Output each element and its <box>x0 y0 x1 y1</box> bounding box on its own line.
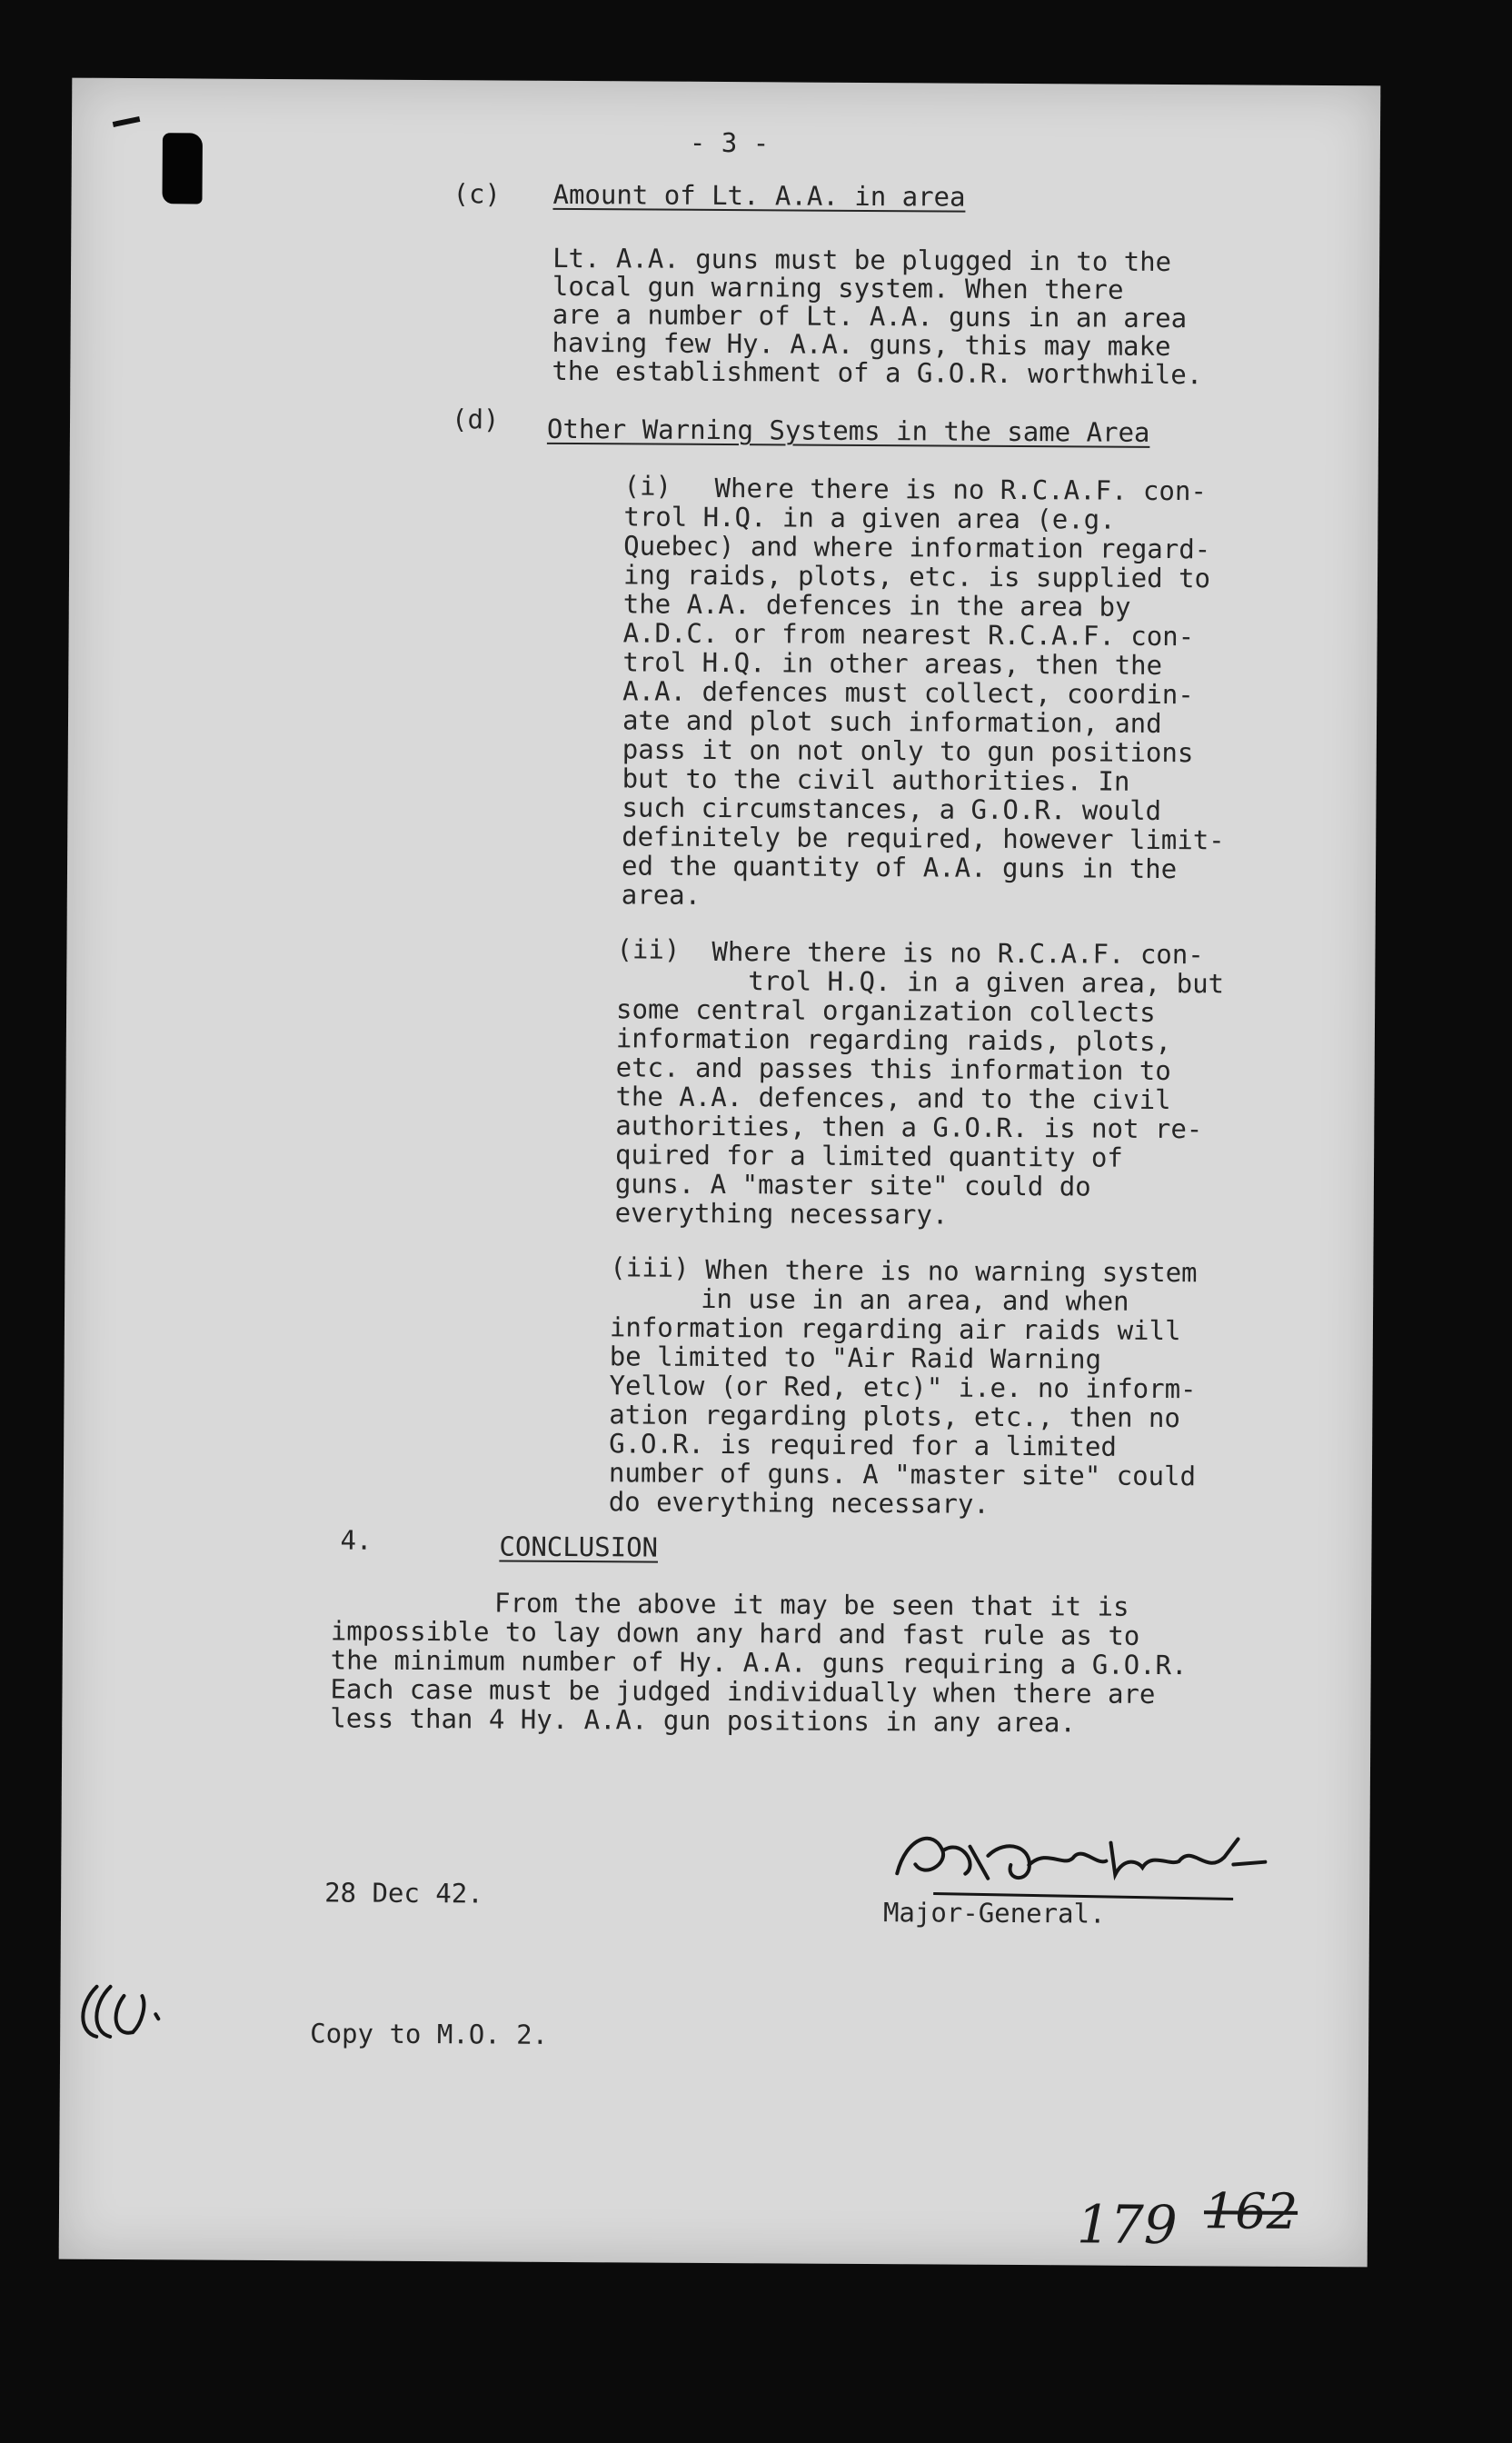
section-d-heading: Other Warning Systems in the same Area <box>546 413 1150 448</box>
section-d-label: (d) <box>451 404 500 435</box>
handwritten-initials <box>69 1969 197 2051</box>
body-line: impossible to lay down any hard and fast rule as to <box>330 1615 1140 1651</box>
body-line: definitely be required, however limit- <box>622 821 1225 856</box>
body-line: the A.A. defences, and to the civil <box>615 1081 1171 1116</box>
section-c-heading: Amount of Lt. A.A. in area <box>552 178 966 213</box>
body-line: such circumstances, a G.O.R. would <box>622 792 1162 826</box>
body-line: From the above it may be seen that it is <box>493 1587 1129 1622</box>
body-line: some central organization collects <box>615 993 1156 1028</box>
body-line: etc. and passes this information to <box>615 1052 1171 1087</box>
body-line: Lt. A.A. guns must be plugged in to the <box>552 242 1172 278</box>
body-line: guns. A "master site" could do <box>614 1168 1091 1202</box>
body-line: the A.A. defences in the area by <box>622 588 1131 623</box>
body-line: having few Hy. A.A. guns, this may make <box>552 326 1171 363</box>
section-4-heading: CONCLUSION <box>499 1531 659 1563</box>
body-line: ate and plot such information, and <box>622 704 1162 739</box>
body-line: number of guns. A "master site" could <box>608 1457 1197 1492</box>
section-c-label: (c) <box>453 178 502 210</box>
body-line: A.A. defences must collect, coordin- <box>622 675 1194 711</box>
body-line: G.O.R. is required for a limited <box>609 1428 1117 1462</box>
body-line: A.D.C. or from nearest R.C.A.F. con- <box>622 617 1195 653</box>
body-line: but to the civil authorities. In <box>622 763 1130 797</box>
item-iii-label: (iii) <box>610 1251 690 1283</box>
body-line: Quebec) and where information regard- <box>623 530 1211 565</box>
body-line: the establishment of a G.O.R. worthwhile. <box>552 354 1203 391</box>
body-line: Yellow (or Red, etc)" i.e. no inform- <box>609 1370 1197 1405</box>
struck-file-number: 162 <box>1203 2182 1298 2240</box>
body-line: are a number of Lt. A.A. guns in an area <box>552 298 1188 334</box>
body-line: be limited to "Air Raid Warning <box>609 1341 1102 1375</box>
signatory-rank: Major-General. <box>882 1897 1106 1929</box>
body-line: local gun warning system. When there <box>552 270 1124 305</box>
body-line: everything necessary. <box>614 1197 949 1231</box>
body-line: information regarding air raids will <box>609 1311 1181 1347</box>
handwritten-file-number: 179 <box>1076 2193 1178 2257</box>
body-line: the minimum number of Hy. A.A. guns requiring a G.O.R. <box>330 1644 1188 1681</box>
body-line: authorities, then a G.O.R. is not re- <box>615 1110 1203 1145</box>
document-date: 28 Dec 42. <box>324 1877 483 1910</box>
margin-mark <box>113 116 141 127</box>
body-line: ing raids, plots, etc. is supplied to <box>622 559 1211 594</box>
body-line: trol H.Q. in a given area, but <box>748 965 1225 1000</box>
body-line: do everything necessary. <box>608 1486 990 1520</box>
body-line: in use in an area, and when <box>701 1282 1129 1317</box>
body-line: pass it on not only to gun positions <box>622 733 1194 769</box>
document-page <box>59 78 1381 2268</box>
body-line: ation regarding plots, etc., then no <box>609 1399 1181 1434</box>
body-line: quired for a limited quantity of <box>615 1139 1123 1173</box>
body-line: Where there is no R.C.A.F. con- <box>714 472 1207 507</box>
copy-to-note: Copy to M.O. 2. <box>310 2018 549 2050</box>
body-line: trol H.Q. in other areas, then the <box>622 646 1163 681</box>
body-line: information regarding raids, plots, <box>615 1022 1172 1058</box>
section-4-number: 4. <box>340 1524 373 1556</box>
item-i-label: (i) <box>623 470 672 502</box>
item-ii-label: (ii) <box>616 933 681 965</box>
body-line: When there is no warning system <box>705 1253 1198 1289</box>
body-line: ed the quantity of A.A. guns in the <box>621 850 1178 885</box>
ink-blot <box>162 133 202 204</box>
body-line: Each case must be judged individually when there are <box>330 1673 1156 1710</box>
page-number: - 3 - <box>689 126 770 159</box>
body-line: Where there is no R.C.A.F. con- <box>711 935 1204 971</box>
body-line: less than 4 Hy. A.A. gun positions in any area. <box>330 1702 1077 1739</box>
body-line: trol H.Q. in a given area (e.g. <box>623 501 1116 535</box>
body-line: area. <box>621 879 701 911</box>
